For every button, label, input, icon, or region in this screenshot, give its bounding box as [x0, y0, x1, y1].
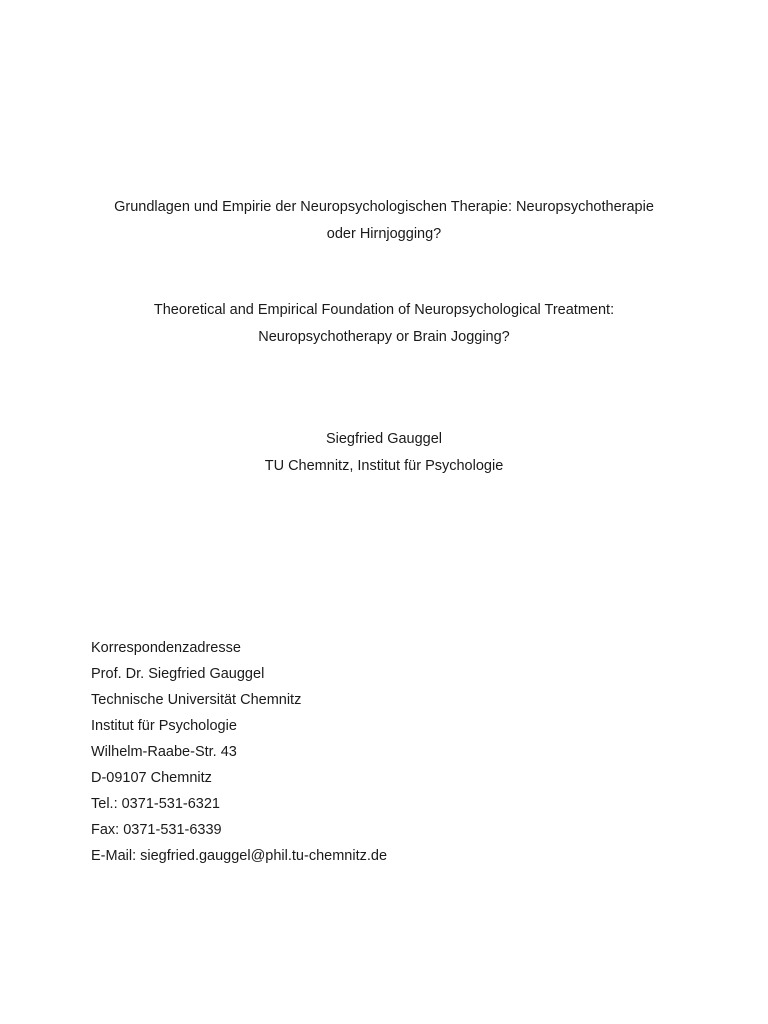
english-title — [0, 297, 768, 351]
author-block — [0, 426, 768, 480]
german-title-line-1: Grundlagen und Empirie der Neuropsychologischen Therapie: Neuropsychotherapie — [114, 199, 654, 215]
address-line-street: Wilhelm-Raabe-Str. 43 — [91, 744, 237, 760]
address-line-institute: Institut für Psychologie — [91, 718, 237, 734]
author-affiliation: TU Chemnitz, Institut für Psychologie — [264, 458, 504, 474]
address-line-phone: Tel.: 0371-531-6321 — [91, 796, 220, 812]
address-line-contact-name: Prof. Dr. Siegfried Gauggel — [91, 666, 265, 682]
correspondence-address — [91, 635, 691, 869]
german-title — [0, 194, 768, 248]
author-name: Siegfried Gauggel — [325, 431, 443, 447]
address-line-university: Technische Universität Chemnitz — [91, 692, 302, 708]
address-line-city: D-09107 Chemnitz — [91, 770, 212, 786]
english-title-line-2: Neuropsychotherapy or Brain Jogging? — [258, 329, 510, 345]
english-title-line-1: Theoretical and Empirical Foundation of Neuropsychological Treatment: — [153, 302, 615, 318]
address-line-email: E-Mail: siegfried.gauggel@phil.tu-chemnitz.de — [91, 848, 388, 864]
german-title-line-2: oder Hirnjogging? — [326, 226, 442, 242]
address-line-fax: Fax: 0371-531-6339 — [91, 822, 222, 838]
correspondence-heading: Korrespondenzadresse — [91, 640, 241, 656]
